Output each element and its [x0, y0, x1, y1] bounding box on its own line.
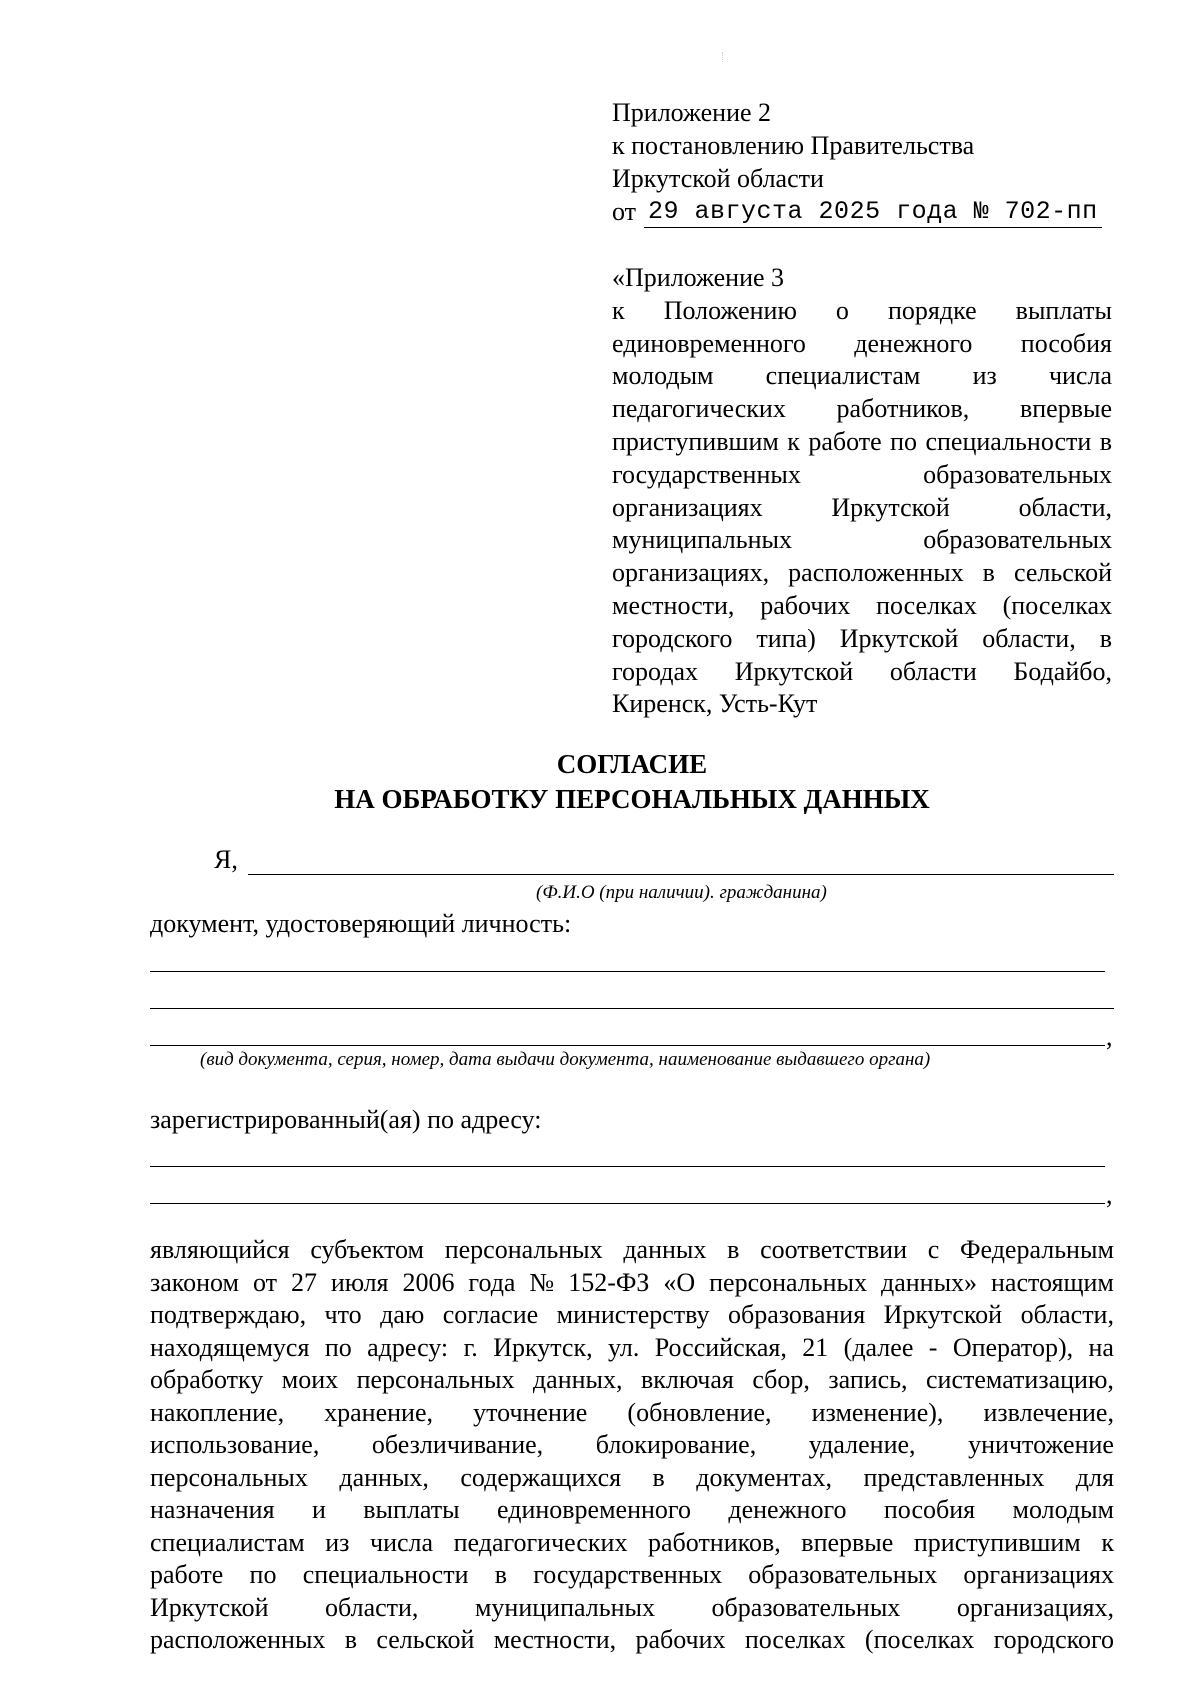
- title-line-1: СОГЛАСИЕ: [556, 749, 708, 779]
- doc-fill-line-2[interactable]: [150, 1008, 1114, 1009]
- body-line: подтверждаю, что даю согласие министерству образования Иркутской области,: [150, 1300, 1114, 1329]
- addr-fill-line-1[interactable]: [150, 1166, 1105, 1167]
- body-line: законом от 27 июля 2006 года № 152-ФЗ «О персональных данных» настоящим: [150, 1267, 1114, 1297]
- doc-comma: ,: [1106, 1022, 1113, 1051]
- fio-caption: (Ф.И.О (при наличии). гражданина): [536, 882, 827, 903]
- body-line: накопление, хранение, уточнение (обновление, изменение), извлечение,: [150, 1397, 1114, 1427]
- body-line: назначения и выплаты единовременного денежного пособия молодым: [150, 1495, 1114, 1524]
- appendix-2-title: Приложение 2: [612, 98, 772, 127]
- consent-body: [150, 1234, 1114, 1657]
- appendix-3-title: «Приложение 3: [612, 263, 785, 292]
- fio-fill-line[interactable]: [248, 850, 1114, 875]
- ya-label: Я,: [214, 845, 238, 874]
- body-line: Иркутской области, муниципальных образовательных организациях,: [150, 1592, 1114, 1622]
- appendix-3-body: к Положению о порядке выплаты единовременного денежного пособия молодым специалистам из числа педагогических работников, впервые приступившим к работе по специальности в государственных образовательных организациях Иркутской области, муниципальных образовательных организациях, расположенных в сельской местности, рабочих поселках (поселках городского типа) Иркутской области, в городах Иркутской области Бодайбо, Киренск, Усть-Кут: [612, 295, 1112, 719]
- body-line: находящемуся по адресу: г. Иркутск, ул. Российская, 21 (далее - Оператор), на: [150, 1332, 1114, 1362]
- fio-row: [214, 845, 1114, 875]
- body-line: использование, обезличивание, блокирование, удаление, уничтожение: [150, 1430, 1114, 1459]
- body-line: персональных данных, содержащихся в документах, представленных для: [150, 1462, 1114, 1492]
- body-line: расположенных в сельской местности, рабочих поселках (поселках городского: [150, 1625, 1114, 1654]
- appendix-2-date-line: [612, 195, 1112, 228]
- body-line: специалистам из числа педагогических работников, впервые приступившим к: [150, 1527, 1114, 1557]
- scan-artifact: [722, 52, 724, 62]
- addr-label: зарегистрированный(ая) по адресу:: [150, 1105, 542, 1134]
- appendix-3-header: [612, 262, 1112, 721]
- body-line: являющийся субъектом персональных данных в соответствии с Федеральным: [150, 1235, 1114, 1264]
- addr-fill-line-2[interactable]: [150, 1203, 1105, 1204]
- doc-label: документ, удостоверяющий личность:: [150, 909, 572, 938]
- body-line: работе по специальности в государственных образовательных организациях: [150, 1560, 1114, 1589]
- resolution-date-number: 29 августа 2025 года № 702-пп: [644, 198, 1102, 228]
- consent-title: [150, 747, 1114, 817]
- doc-caption: (вид документа, серия, номер, дата выдачи документа, наименование выдавшего органа): [200, 1049, 931, 1070]
- title-line-2: НА ОБРАБОТКУ ПЕРСОНАЛЬНЫХ ДАННЫХ: [334, 784, 930, 814]
- appendix-2-resolution: к постановлению Правительства: [612, 131, 975, 160]
- doc-fill-line-3[interactable]: [150, 1045, 1105, 1046]
- appendix-2-header: [612, 96, 1112, 228]
- addr-comma: ,: [1106, 1180, 1113, 1209]
- appendix-2-region: Иркутской области: [612, 164, 824, 193]
- ot-word: от: [612, 197, 637, 226]
- body-line: обработку моих персональных данных, включая сбор, запись, систематизацию,: [150, 1365, 1114, 1394]
- doc-fill-line-1[interactable]: [150, 971, 1105, 972]
